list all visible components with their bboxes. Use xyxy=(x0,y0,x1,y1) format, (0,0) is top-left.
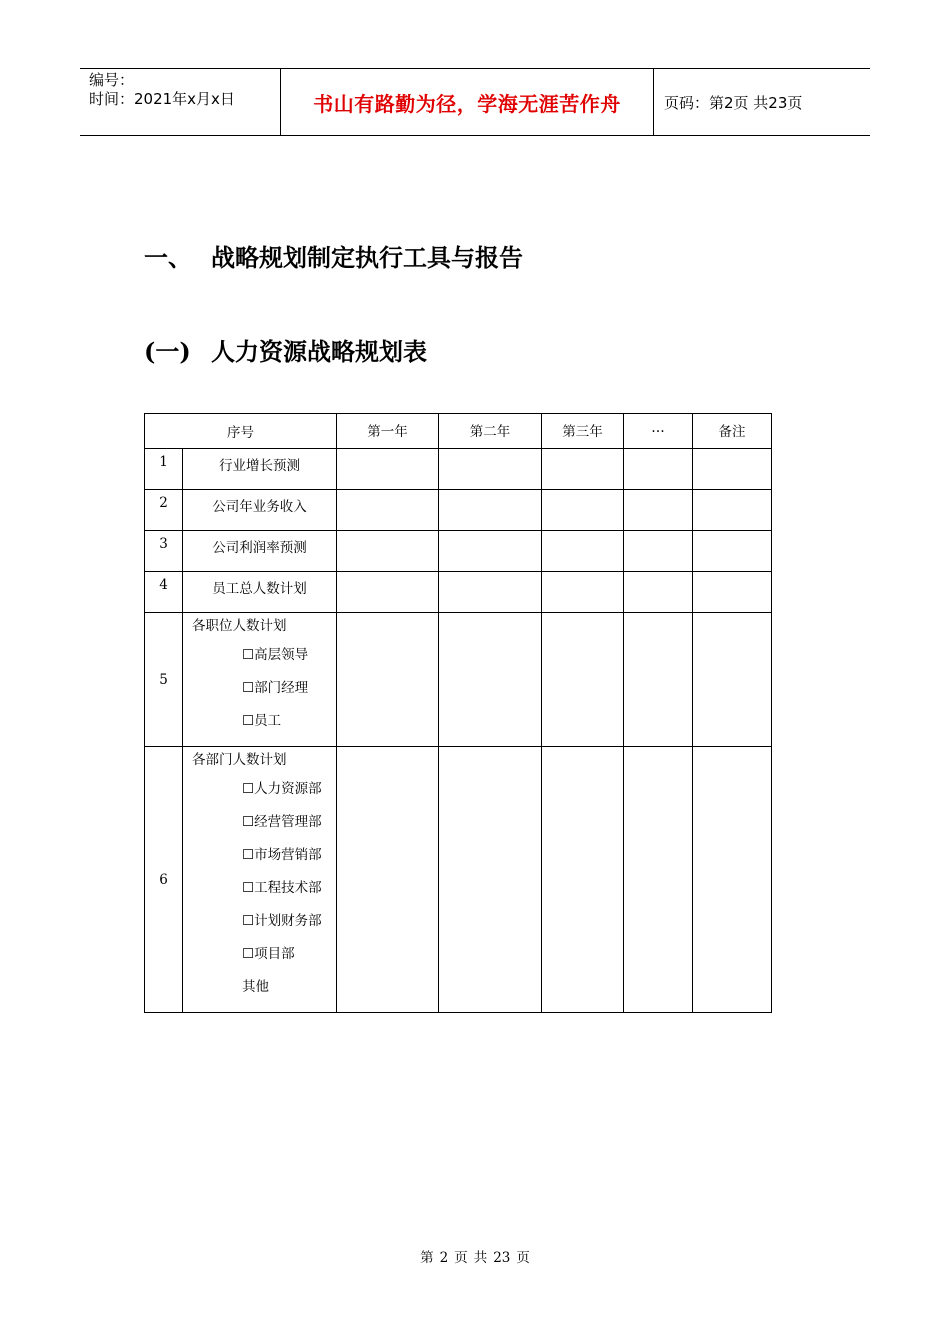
page-footer xyxy=(0,1246,950,1266)
table-cell xyxy=(693,531,772,572)
row-item: 公司利润率预测 xyxy=(183,531,337,572)
table-row xyxy=(145,449,772,490)
group-title: 各职位人数计划 xyxy=(192,618,287,634)
table-cell xyxy=(337,490,439,531)
option-item: ☐经营管理部 xyxy=(242,814,322,830)
footer-text: 第 xyxy=(420,1250,434,1266)
table-cell xyxy=(337,747,439,1013)
table-cell xyxy=(693,572,772,613)
subsection-number: (一) xyxy=(144,337,191,366)
option-item: 其他 xyxy=(242,979,269,995)
table-row xyxy=(145,572,772,613)
row-item: 行业增长预测 xyxy=(183,449,337,490)
option-item: ☐高层领导 xyxy=(242,647,309,663)
row-number: 2 xyxy=(145,490,183,531)
table-row xyxy=(145,613,772,747)
row-number: 3 xyxy=(145,531,183,572)
option-item: ☐员工 xyxy=(242,713,282,729)
page-label: 页码：第2页 共23页 xyxy=(664,93,803,112)
header-meta xyxy=(80,69,281,135)
table-cell xyxy=(439,449,542,490)
table-cell xyxy=(337,531,439,572)
table-row xyxy=(145,747,772,1013)
group-title: 各部门人数计划 xyxy=(192,752,287,768)
table-cell xyxy=(624,531,693,572)
option-item: ☐部门经理 xyxy=(242,680,309,696)
time-label: 时间：2021年x月x日 xyxy=(89,90,235,108)
row-number: 5 xyxy=(145,613,183,747)
option-item: ☐人力资源部 xyxy=(242,781,322,797)
footer-text: 页 xyxy=(516,1250,530,1266)
table-cell xyxy=(624,572,693,613)
table-cell xyxy=(624,449,693,490)
table-cell xyxy=(542,747,624,1013)
row-item-group xyxy=(183,747,337,1013)
section-heading xyxy=(144,238,523,273)
table-cell xyxy=(542,613,624,747)
option-item: ☐计划财务部 xyxy=(242,913,322,929)
table-cell xyxy=(693,490,772,531)
section-title: 战略规划制定执行工具与报告 xyxy=(211,244,523,272)
row-item: 员工总人数计划 xyxy=(183,572,337,613)
table-cell xyxy=(693,747,772,1013)
row-number: 4 xyxy=(145,572,183,613)
header-motto-cell xyxy=(281,69,654,135)
table-row xyxy=(145,531,772,572)
row-number: 1 xyxy=(145,449,183,490)
table-cell xyxy=(439,572,542,613)
table-cell xyxy=(542,572,624,613)
table-header-row xyxy=(145,414,772,449)
footer-text: 页 xyxy=(454,1250,468,1266)
page-header xyxy=(80,68,870,136)
option-item: ☐工程技术部 xyxy=(242,880,322,896)
column-header: 第三年 xyxy=(542,414,624,449)
row-number: 6 xyxy=(145,747,183,1013)
table-cell xyxy=(542,449,624,490)
section-number: 一、 xyxy=(144,244,192,272)
table-cell xyxy=(337,613,439,747)
header-page-cell xyxy=(654,69,870,135)
column-header: 序号 xyxy=(145,414,337,449)
table-cell xyxy=(439,747,542,1013)
option-item: ☐市场营销部 xyxy=(242,847,322,863)
table-cell xyxy=(337,449,439,490)
hr-plan-table xyxy=(144,413,772,1013)
table-row xyxy=(145,490,772,531)
table-cell xyxy=(624,613,693,747)
column-header: 备注 xyxy=(693,414,772,449)
table-cell xyxy=(542,531,624,572)
table-cell xyxy=(542,490,624,531)
column-header: 第二年 xyxy=(439,414,542,449)
column-header: … xyxy=(624,414,693,449)
footer-page-number: 2 xyxy=(439,1250,449,1266)
column-header: 第一年 xyxy=(337,414,439,449)
number-label: 编号： xyxy=(89,71,135,89)
table-cell xyxy=(693,613,772,747)
table-cell xyxy=(337,572,439,613)
table-cell xyxy=(439,613,542,747)
footer-total-pages: 23 xyxy=(493,1250,511,1266)
row-item-group xyxy=(183,613,337,747)
subsection-title: 人力资源战略规划表 xyxy=(211,338,427,366)
table-cell xyxy=(624,747,693,1013)
footer-text: 共 xyxy=(473,1250,488,1266)
row-item: 公司年业务收入 xyxy=(183,490,337,531)
option-item: ☐项目部 xyxy=(242,946,295,962)
subsection-heading xyxy=(144,332,427,367)
table-cell xyxy=(439,531,542,572)
table-cell xyxy=(624,490,693,531)
motto-text: 书山有路勤为径，学海无涯苦作舟 xyxy=(313,91,621,116)
table-cell xyxy=(439,490,542,531)
table-cell xyxy=(693,449,772,490)
